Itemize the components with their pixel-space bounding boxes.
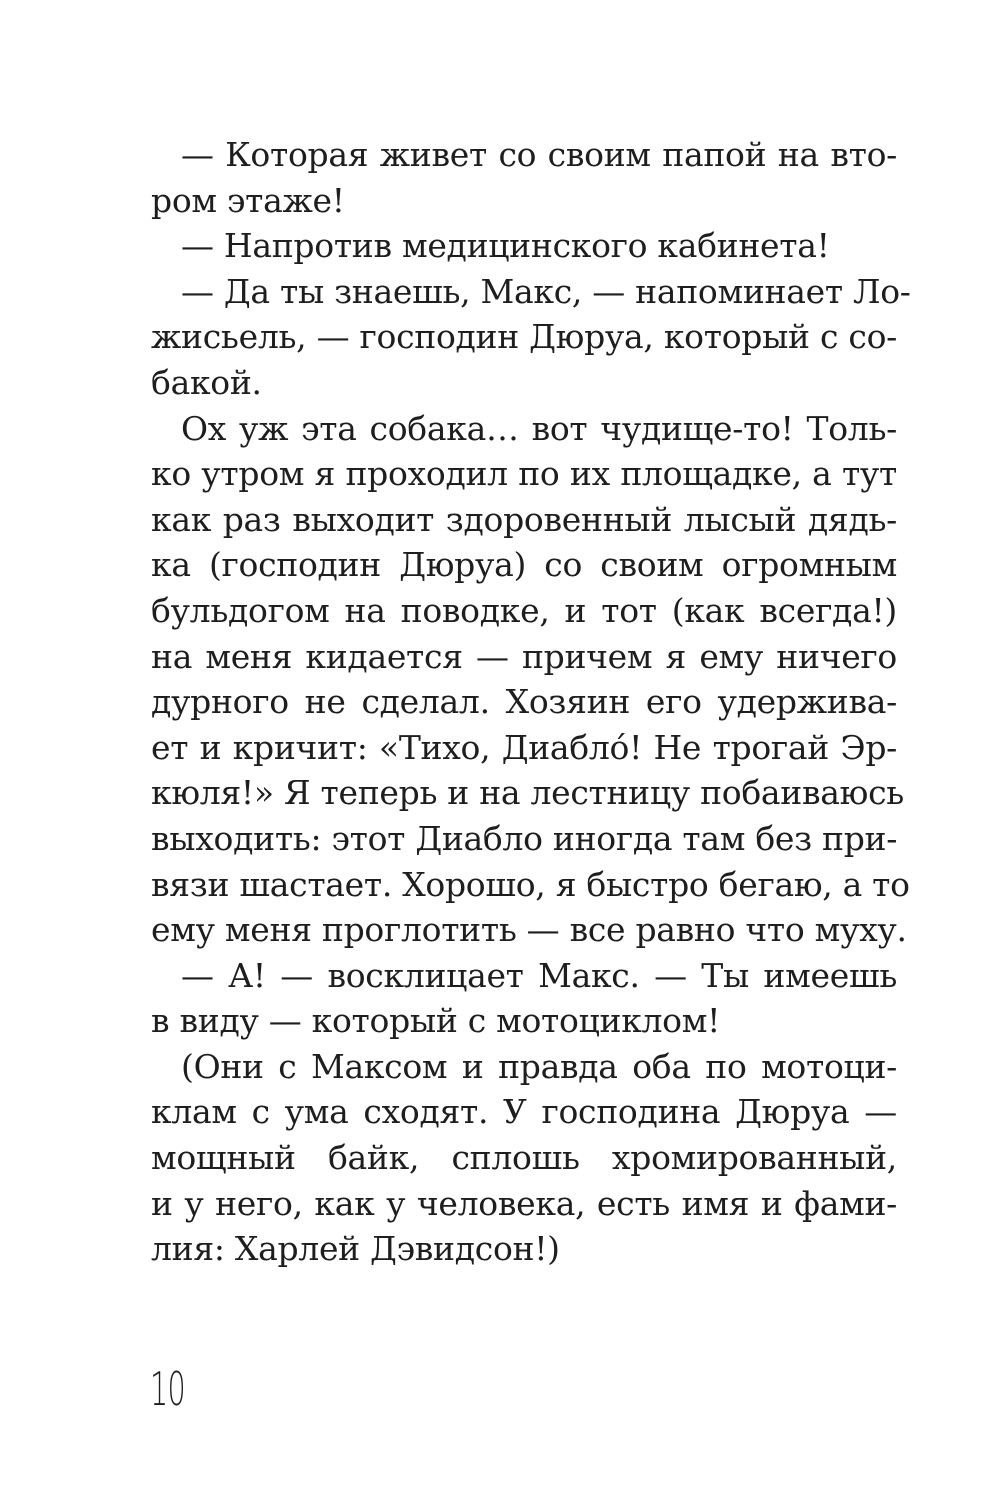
text-line: вязи шастает. Хорошо, я быстро бегаю, а то — [151, 864, 910, 904]
text-line: — А! — восклицает Макс. — Ты имеешь — [181, 955, 897, 995]
body-text — [151, 132, 911, 1272]
text-line: клам с ума сходят. У господина Дюруа — — [151, 1092, 897, 1132]
text-line: дурного не сделал. Хозяин его удержива- — [151, 682, 897, 722]
text-line: выходить: этот Диабло иногда там без при- — [151, 818, 898, 858]
text-line: кюля!» Я теперь и на лестницу побаиваюсь — [151, 773, 904, 813]
text-line: бакой. — [151, 362, 262, 402]
text-line: на меня кидается — причем я ему ничего — [151, 636, 897, 676]
text-line: ему меня проглотить — все равно что муху. — [151, 910, 907, 950]
text-line: — Которая живет со своим папой на вто- — [181, 135, 897, 174]
page-number: 10 — [150, 1362, 186, 1416]
text-line: ром этаже! — [151, 180, 345, 220]
text-line: Ох уж эта собака… вот чудище-то! Толь- — [181, 408, 897, 448]
text-line: и у него, как у человека, есть имя и фами- — [151, 1183, 897, 1223]
text-line: лия: Харлей Дэвидсон!) — [151, 1229, 560, 1269]
text-line: бульдогом на поводке, и тот (как всегда!) — [151, 590, 897, 630]
text-line: жисьель, — господин Дюруа, который с со- — [151, 317, 897, 357]
text-line: — Напротив медицинского кабинета! — [181, 226, 830, 266]
text-line: (Они с Максом и правда оба по мотоци- — [181, 1046, 897, 1086]
text-line: ет и кричит: «Тихо, Диабло́! Не трогай Эр- — [151, 727, 897, 767]
text-line: ко утром я проходил по их площадке, а тут — [151, 454, 897, 494]
text-line: в виду — который с мотоциклом! — [151, 1001, 721, 1041]
text-line: — Да ты знаешь, Макс, — напоминает Ло- — [181, 271, 911, 311]
text-line: ка (господин Дюруа) со своим огромным — [151, 545, 897, 585]
text-line: как раз выходит здоровенный лысый дядь- — [151, 499, 897, 539]
text-line: мощный байк, сплошь хромированный, — [151, 1138, 897, 1178]
